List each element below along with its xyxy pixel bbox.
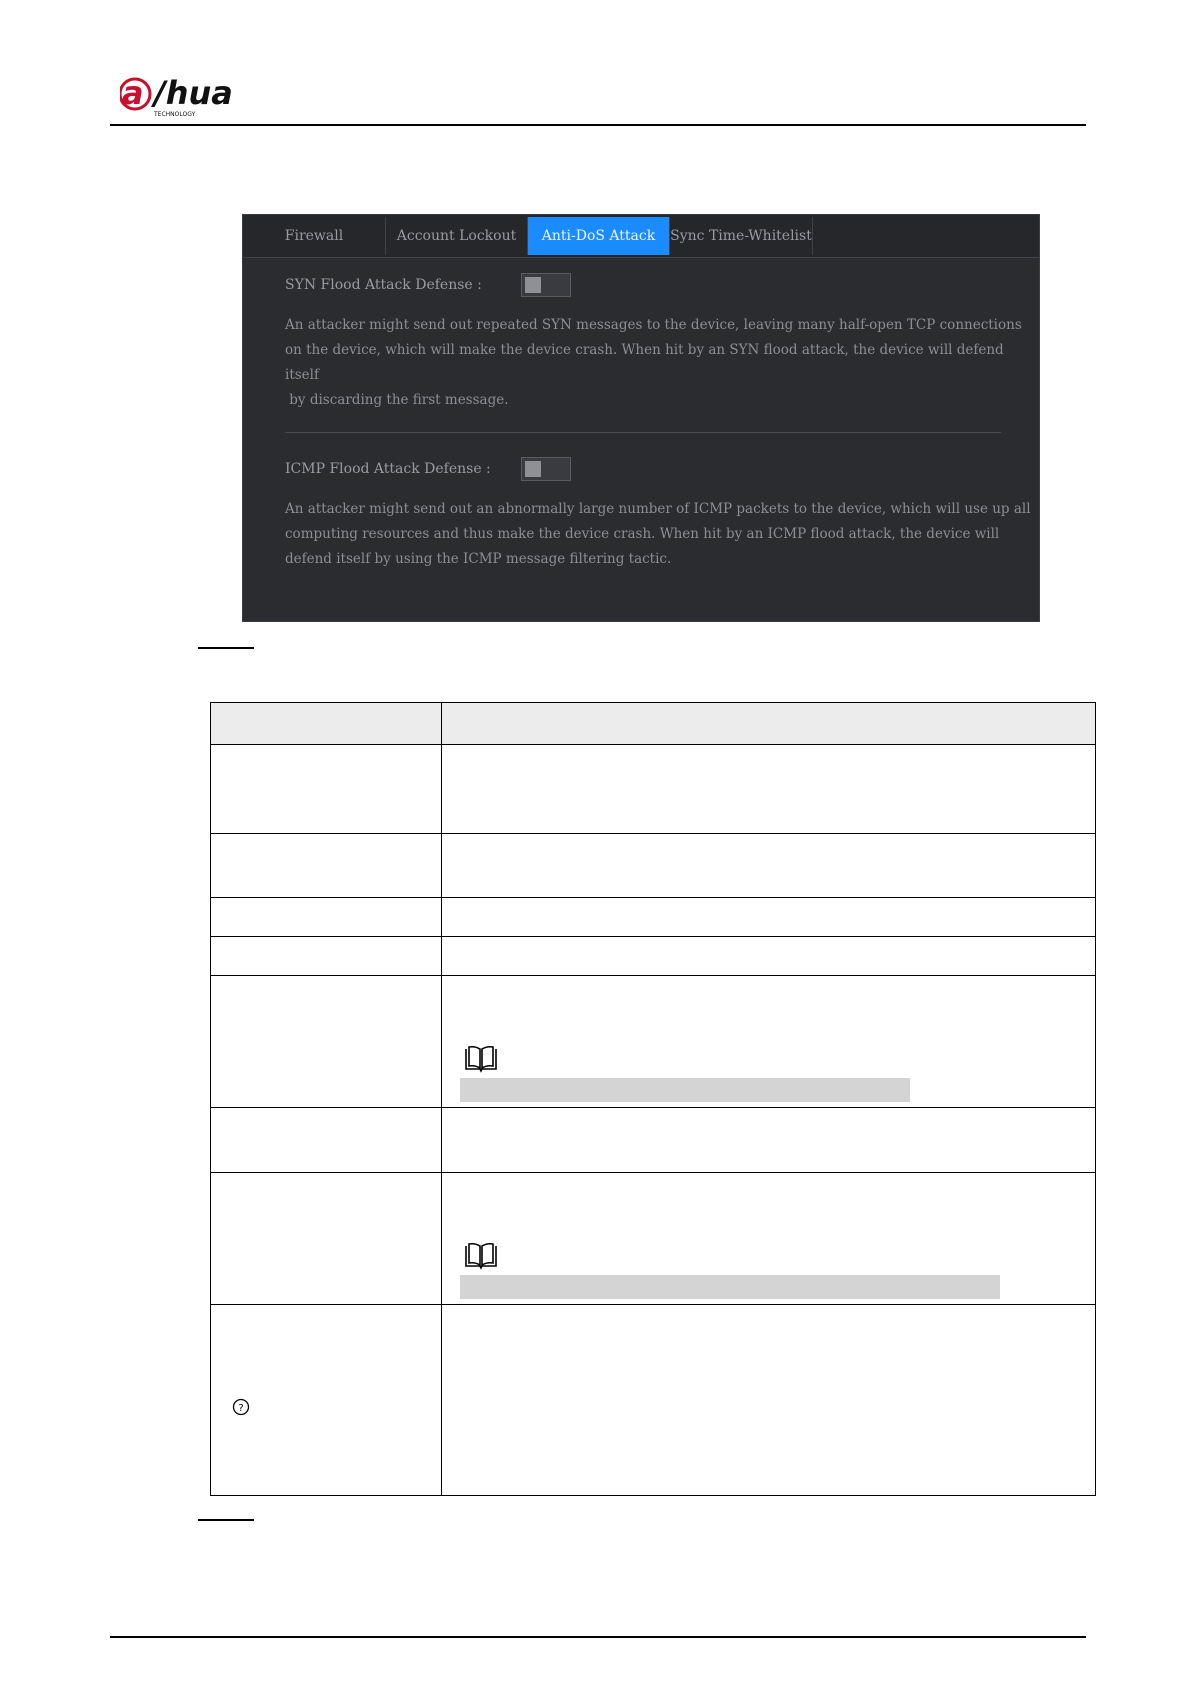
dahua-logo	[120, 74, 255, 120]
footer-rule	[110, 1636, 1086, 1638]
tab-sync-time-whitelist[interactable]: Sync Time-Whitelist	[670, 217, 813, 255]
tab-account-lockout[interactable]: Account Lockout	[386, 217, 528, 255]
book-note-icon	[463, 1045, 499, 1073]
tab-anti-dos-attack[interactable]: Anti-DoS Attack	[528, 217, 670, 255]
icmp-flood-toggle[interactable]	[521, 457, 571, 481]
step-marker	[198, 647, 254, 649]
tab-bar	[243, 215, 1039, 258]
question-circle-icon[interactable]	[232, 1398, 250, 1416]
anti-dos-panel	[242, 214, 1040, 622]
note-highlight	[460, 1275, 1000, 1299]
icmp-flood-description: An attacker might send out an abnormally large number of ICMP packets to the device, which will use up all computing resources and thus make the device crash. When hit by an ICMP flood attack, the device will defend itself by using the ICMP message filtering tactic.	[285, 501, 1031, 567]
step-marker	[198, 1519, 254, 1521]
book-note-icon	[463, 1242, 499, 1270]
tab-firewall[interactable]: Firewall	[243, 217, 386, 255]
svg-text:TECHNOLOGY: TECHNOLOGY	[154, 111, 196, 118]
svg-text:a: a	[122, 74, 144, 112]
parameter-table	[210, 702, 1096, 1496]
syn-flood-toggle[interactable]	[521, 273, 571, 297]
section-divider	[285, 432, 1001, 433]
table-header	[211, 703, 1095, 744]
icmp-flood-label: ICMP Flood Attack Defense :	[285, 461, 491, 477]
note-highlight	[460, 1078, 910, 1102]
svg-text:?: ?	[238, 1403, 244, 1414]
syn-flood-label: SYN Flood Attack Defense :	[285, 277, 482, 293]
header-rule	[110, 124, 1086, 126]
svg-text:/hua: /hua	[154, 74, 233, 112]
syn-flood-description: An attacker might send out repeated SYN messages to the device, leaving many half-open TCP connections on the device, which will make the device crash. When hit by an SYN flood attack, the device will defend itself by discarding the first message.	[285, 317, 1022, 408]
